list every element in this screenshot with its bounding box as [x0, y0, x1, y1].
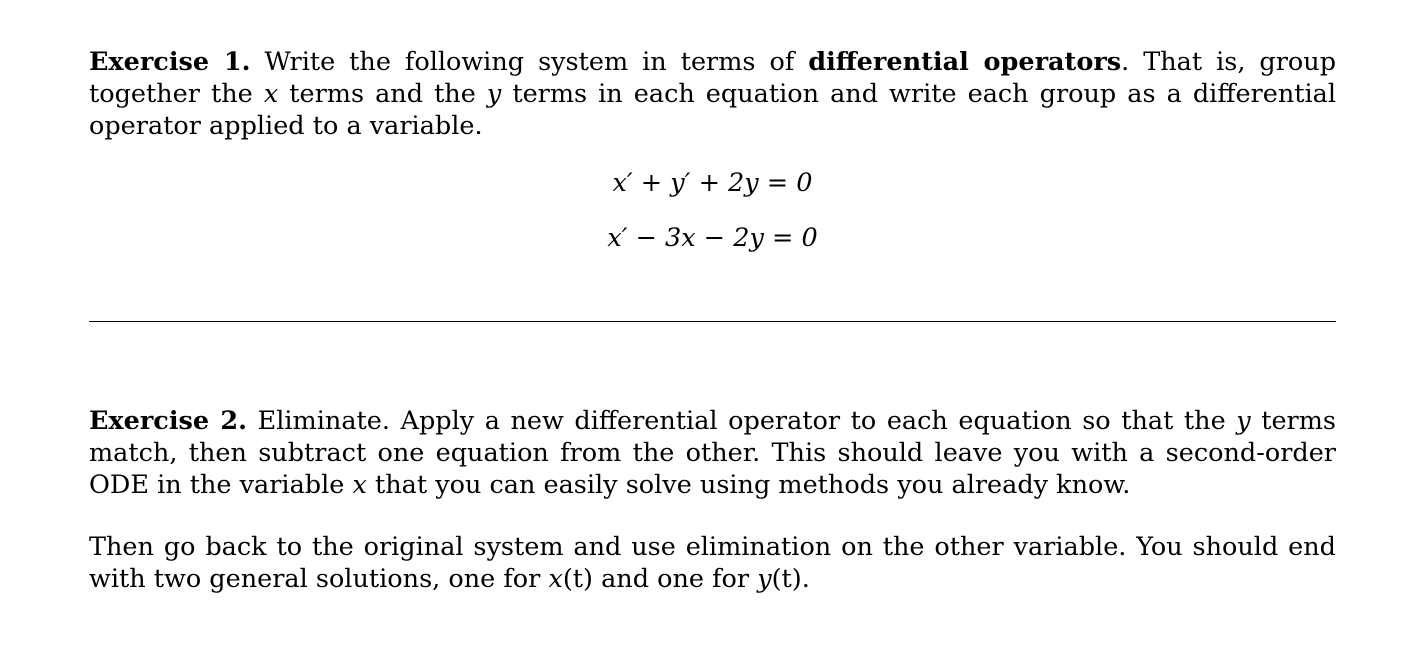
- exercise-1-prompt: [89, 46, 1336, 142]
- math-variable: x: [352, 470, 367, 500]
- equation-2: x′ − 3x − 2y = 0: [607, 223, 818, 253]
- math-variable: y: [1236, 406, 1251, 436]
- exercise-2-text: Then go back to the original system and use elimination on the other variable. You should end with two general solutions, one for: [89, 532, 1336, 594]
- exercise-2-text: terms match, then subtract one equation from the other. This should leave you with a second-order ODE in the variable: [89, 406, 1337, 500]
- equation-1: x′ + y′ + 2y = 0: [612, 168, 813, 198]
- math-variable: x: [263, 79, 279, 109]
- exercise-2-text: Eliminate. Apply a new differential operator to each equation so that the: [247, 406, 1237, 436]
- exercise-2: [89, 405, 1336, 595]
- math-argument: (t): [771, 564, 802, 594]
- exercise-2-text: .: [801, 564, 810, 594]
- math-variable: y: [486, 79, 502, 109]
- math-variable: y: [757, 564, 772, 594]
- exercise-1-label: Exercise 1.: [89, 47, 251, 77]
- exercise-2-text: that you can easily solve using methods you already know.: [366, 470, 1131, 500]
- exercise-2-label: Exercise 2.: [89, 406, 248, 436]
- paragraph-gap: [89, 501, 1336, 531]
- exercise-2-prompt: [89, 405, 1336, 501]
- exercise-1-text: terms in each equation and write each group as a differential operator applied to a variable.: [89, 79, 1337, 141]
- exercise-2-text: and one for: [592, 564, 758, 594]
- exercise-2-followup: [89, 531, 1336, 595]
- math-argument: (t): [562, 564, 593, 594]
- math-variable: x: [548, 564, 563, 594]
- exercise-1-text: Write the following system in terms of: [250, 47, 809, 77]
- exercise-1-text: . That is, group together the: [89, 47, 1337, 109]
- equation-system: [89, 156, 1336, 266]
- exercise-1-bold-term: differential operators: [808, 47, 1122, 77]
- section-divider: [89, 321, 1336, 322]
- exercise-1: [89, 46, 1336, 266]
- exercise-1-text: terms and the: [278, 79, 487, 109]
